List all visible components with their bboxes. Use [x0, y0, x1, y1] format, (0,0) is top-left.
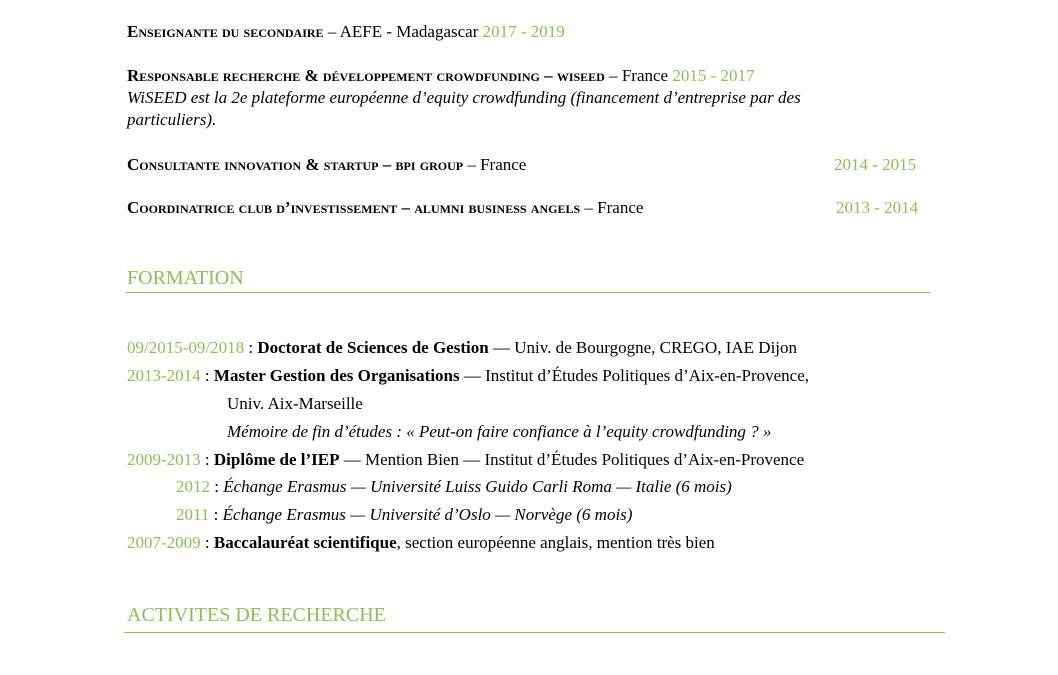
formation-degree: Baccalauréat scientifique [213, 533, 397, 552]
formation-dates: 2012 [176, 477, 210, 496]
section-title-recherche: ACTIVITES DE RECHERCHE [127, 604, 386, 626]
formation-dates: 2009-2013 [127, 450, 201, 469]
formation-continuation: Univ. Aix-Marseille [227, 394, 363, 413]
formation-item: 09/2015-09/2018 : Doctorat de Sciences de Gestion — Univ. de Bourgogne, CREGO, IAE Dijon [127, 338, 798, 357]
section-title-formation: FORMATION [127, 267, 244, 289]
job-title: Enseignante du secondaire [127, 22, 324, 41]
formation-item: 2012 : Échange Erasmus — Université Luiss Guido Carli Roma — Italie (6 mois) [176, 477, 732, 496]
formation-degree: Diplôme de l’IEP [213, 450, 340, 469]
job-dates: 2014 - 2015 [834, 155, 917, 174]
formation-degree: Doctorat de Sciences de Gestion [257, 338, 489, 357]
experience-item: Coordinatrice club d’investissement – alumni business angels – France [127, 198, 644, 217]
formation-item: 2009-2013 : Diplôme de l’IEP — Mention Bien — Institut d’Études Politiques d’Aix-en-Provence [127, 450, 805, 469]
formation-item: 2013-2014 : Master Gestion des Organisations — Institut d’Études Politiques d’Aix-en-Provence, [127, 366, 810, 385]
experience-item: Responsable recherche & développement crowdfunding – wiseed – France 2015 - 2017 [127, 66, 755, 85]
section-divider [124, 632, 945, 633]
formation-dates: 09/2015-09/2018 [127, 338, 245, 357]
job-org: AEFE - Madagascar [339, 22, 479, 41]
formation-exchange: Échange Erasmus — Université d’Oslo — Norvège (6 mois) [222, 505, 633, 524]
job-description: particuliers). [127, 110, 217, 129]
formation-item: 2007-2009 : Baccalauréat scientifique, section européenne anglais, mention très bien [127, 533, 715, 552]
job-org: France [480, 155, 527, 174]
job-title: Responsable recherche & développement crowdfunding – wiseed [127, 66, 605, 85]
job-dates: 2015 - 2017 [672, 66, 755, 85]
formation-thesis: Mémoire de fin d’études : « Peut-on faire confiance à l’equity crowdfunding ? » [227, 422, 772, 441]
experience-item: Enseignante du secondaire – AEFE - Madagascar 2017 - 2019 [127, 22, 565, 41]
formation-dates: 2013-2014 [127, 366, 201, 385]
job-title: Consultante innovation & startup – bpi group [127, 155, 464, 174]
formation-exchange: Échange Erasmus — Université Luiss Guido Carli Roma — Italie (6 mois) [223, 477, 732, 496]
section-divider [126, 292, 930, 293]
job-dates: 2013 - 2014 [836, 198, 919, 217]
job-description: WiSEED est la 2e plateforme européenne d’equity crowdfunding (financement d’entreprise par des [127, 88, 801, 107]
job-title: Coordinatrice club d’investissement – alumni business angels [127, 198, 581, 217]
job-org: France [597, 198, 644, 217]
formation-dates: 2007-2009 [127, 533, 201, 552]
job-dates: 2017 - 2019 [482, 22, 565, 41]
formation-item: 2011 : Échange Erasmus — Université d’Oslo — Norvège (6 mois) [176, 505, 633, 524]
experience-item: Consultante innovation & startup – bpi group – France [127, 155, 527, 174]
formation-degree: Master Gestion des Organisations [213, 366, 460, 385]
formation-dates: 2011 [176, 505, 210, 524]
job-org: France [621, 66, 669, 85]
